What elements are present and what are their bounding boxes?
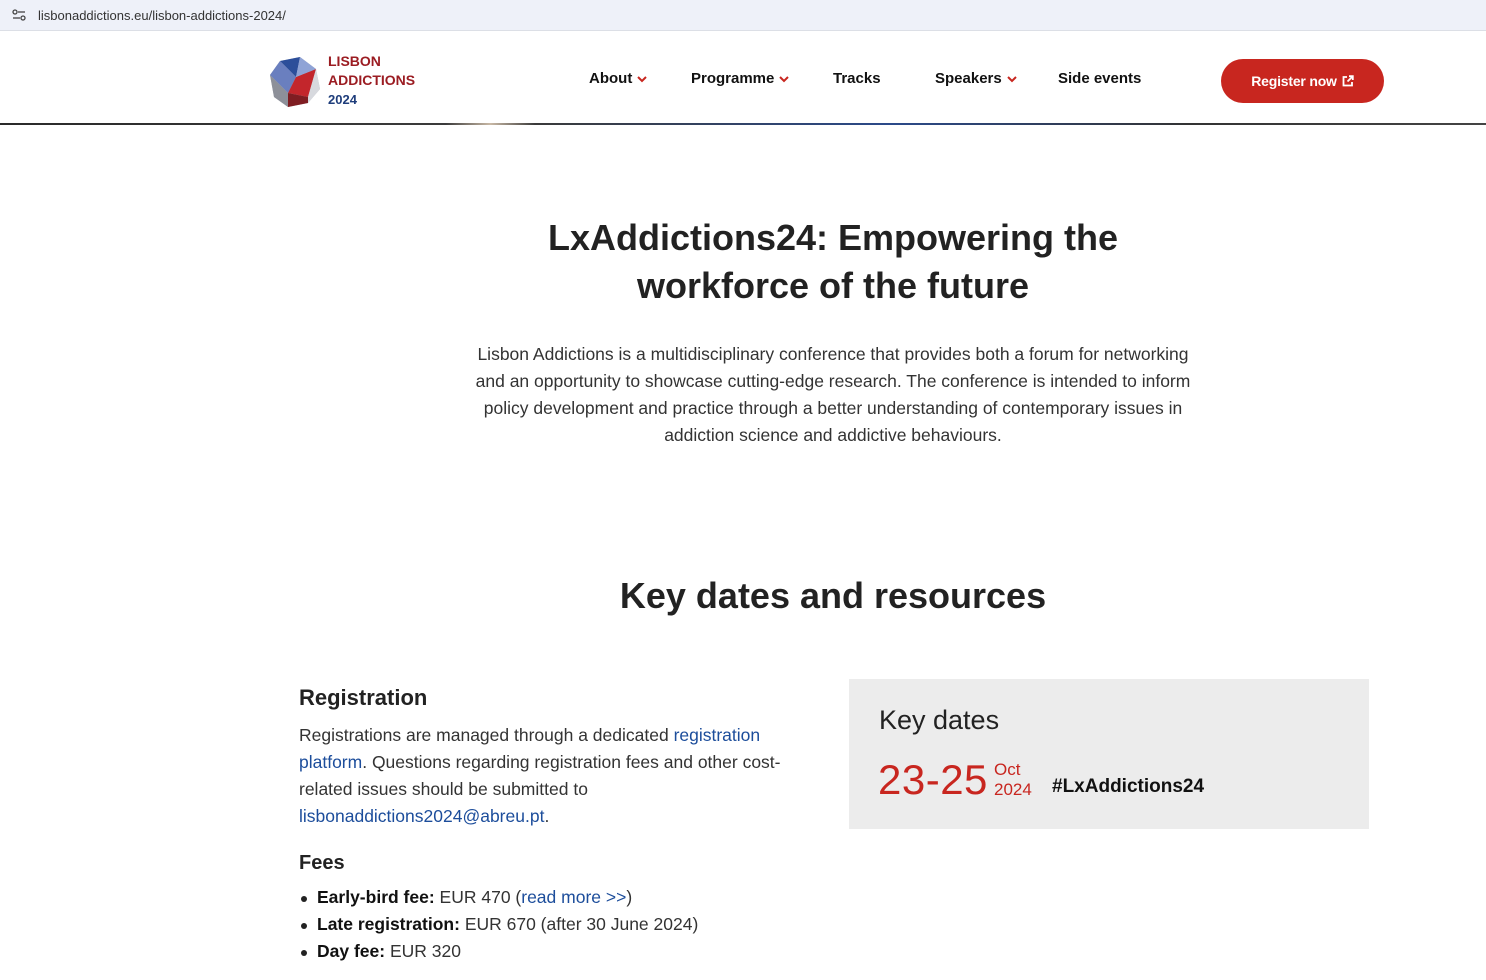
key-dates-card-title: Key dates <box>879 705 1000 735</box>
nav-item-speakers[interactable] <box>935 70 1018 87</box>
fee-value: EUR 320 <box>385 941 461 961</box>
page-title-line2: workforce of the future <box>636 265 1030 306</box>
fee-item-late-registration <box>299 911 829 938</box>
conference-month-year <box>994 760 1032 800</box>
conference-days: 23-25 <box>878 756 988 803</box>
read-more-link[interactable]: read more >> <box>521 887 627 907</box>
fee-label: Early-bird fee: <box>317 887 435 907</box>
fee-value-end: ) <box>626 887 633 907</box>
fee-value: EUR 670 (after 30 June 2024) <box>459 914 699 934</box>
registration-column <box>299 684 829 965</box>
fee-label: Late registration: <box>317 914 460 934</box>
nav-item-programme[interactable] <box>691 70 790 87</box>
logo-polyhedron-icon <box>266 53 322 109</box>
chevron-down-icon <box>636 73 648 85</box>
register-label: Register now <box>1251 73 1337 89</box>
key-dates-card <box>849 679 1369 829</box>
nav-label: Tracks <box>833 70 881 87</box>
logo-text-line2: ADDICTIONS <box>328 72 416 88</box>
external-link-icon <box>1342 75 1354 87</box>
key-dates-section-title: Key dates and resources <box>619 575 1047 616</box>
registration-text-part: . Questions regarding registration fees and other cost-related issues should be submitted to <box>299 752 781 799</box>
browser-address-bar[interactable] <box>0 0 1486 31</box>
conference-year: 2024 <box>994 780 1032 799</box>
page-title-line1: LxAddictions24: Empowering the <box>547 217 1119 258</box>
logo-text-year: 2024 <box>328 92 357 107</box>
registration-email-link[interactable]: lisbonaddictions2024@abreu.pt <box>299 806 545 826</box>
intro-paragraph: Lisbon Addictions is a multidisciplinary conference that provides both a forum for networking and an opportunity to showcase cutting-edge research. The conference is intended to inform policy development and practice through a better understanding of contemporary issues in addiction science and addictive behaviours. <box>475 344 1191 445</box>
registration-text-end: . <box>544 806 550 826</box>
register-now-button[interactable] <box>1221 59 1384 103</box>
tune-icon[interactable] <box>11 8 27 22</box>
fee-item-day-fee <box>299 938 829 965</box>
nav-item-side-events[interactable] <box>1058 70 1141 87</box>
logo-text-line1: LISBON <box>328 53 381 69</box>
fees-heading: Fees <box>299 852 345 874</box>
header-divider <box>0 123 1486 125</box>
nav-item-tracks[interactable] <box>833 70 881 87</box>
nav-label: Programme <box>691 70 775 87</box>
nav-label: Speakers <box>935 70 1002 87</box>
registration-text <box>299 722 829 830</box>
chevron-down-icon <box>778 73 790 85</box>
conference-hashtag: #LxAddictions24 <box>1052 776 1205 797</box>
nav-item-about[interactable] <box>589 70 648 87</box>
registration-text-part: Registrations are managed through a dedicated <box>299 725 674 745</box>
conference-month: Oct <box>994 760 1021 779</box>
site-logo[interactable] <box>266 52 415 109</box>
fee-item-early-bird <box>299 884 829 911</box>
url-text[interactable]: lisbonaddictions.eu/lisbon-addictions-2024/ <box>38 7 286 23</box>
fee-value: EUR 470 ( <box>434 887 522 907</box>
chevron-down-icon <box>1006 73 1018 85</box>
fees-list <box>299 884 829 965</box>
fee-label: Day fee: <box>317 941 386 961</box>
nav-label: About <box>589 70 633 87</box>
page-title <box>433 214 1233 310</box>
registration-platform-link[interactable]: registration platform <box>299 725 761 772</box>
registration-heading: Registration <box>299 685 428 710</box>
nav-label: Side events <box>1058 70 1142 87</box>
